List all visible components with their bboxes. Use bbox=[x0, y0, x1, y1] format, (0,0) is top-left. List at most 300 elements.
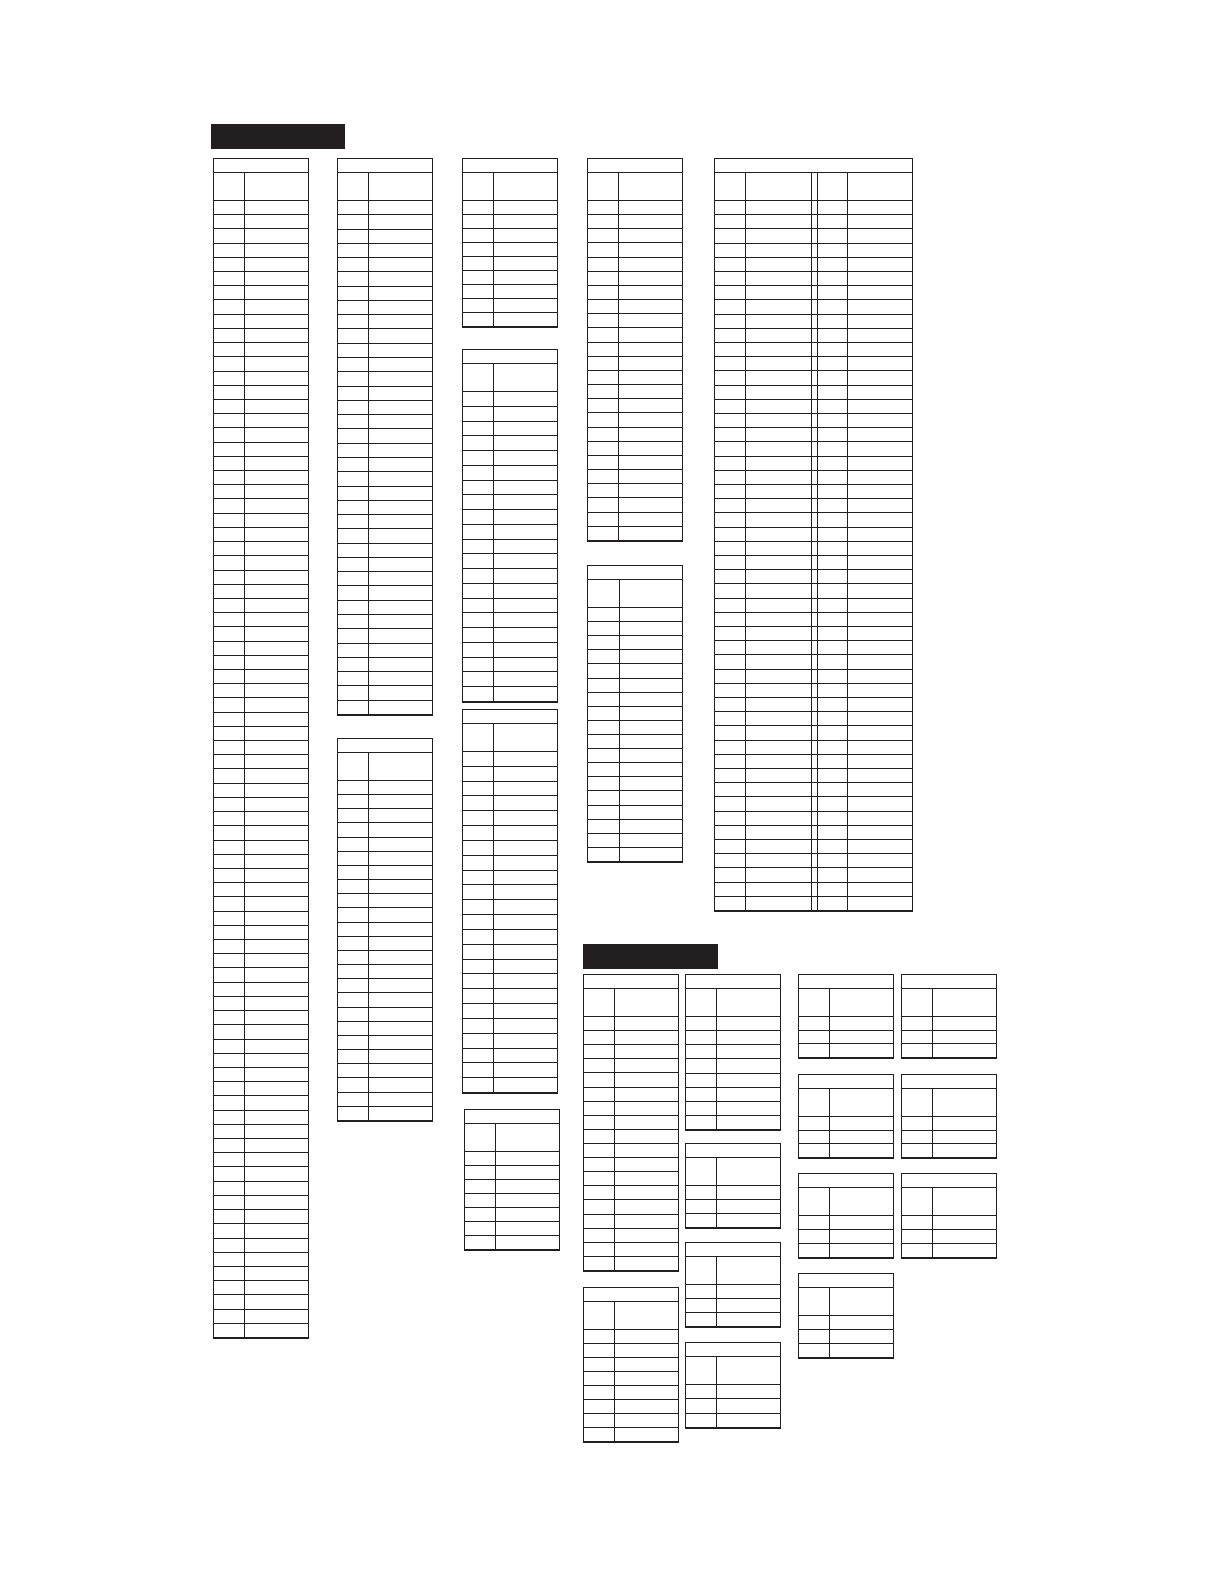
table-row bbox=[214, 571, 308, 585]
table-row bbox=[338, 838, 432, 852]
data-table bbox=[685, 1143, 781, 1229]
table-row bbox=[902, 1216, 996, 1230]
table-row bbox=[584, 1400, 678, 1414]
table-header-row bbox=[902, 1188, 996, 1216]
table-row bbox=[463, 687, 557, 702]
data-table bbox=[685, 1342, 781, 1429]
table-row bbox=[799, 1017, 893, 1031]
table-row bbox=[338, 415, 432, 429]
table-row bbox=[584, 1130, 678, 1144]
table-column-divider bbox=[493, 724, 494, 1093]
table-column-divider bbox=[618, 173, 619, 541]
table-row bbox=[338, 1008, 432, 1022]
table-header-row bbox=[214, 173, 308, 201]
table-column-divider bbox=[495, 1124, 496, 1250]
table-row bbox=[463, 915, 557, 930]
table-row bbox=[588, 329, 682, 343]
table-column-divider bbox=[493, 364, 494, 702]
table-row bbox=[214, 585, 308, 599]
table-row bbox=[465, 1236, 559, 1250]
data-table bbox=[337, 158, 433, 716]
table-row bbox=[799, 1330, 893, 1344]
table-row bbox=[214, 229, 308, 243]
table-row bbox=[214, 755, 308, 769]
table-row bbox=[338, 372, 432, 386]
table-row bbox=[338, 644, 432, 658]
table-row bbox=[584, 1344, 678, 1358]
table-row bbox=[463, 466, 557, 481]
table-row bbox=[214, 485, 308, 499]
table-row bbox=[902, 1044, 996, 1058]
table-row bbox=[338, 544, 432, 558]
table-row bbox=[338, 994, 432, 1008]
table-row bbox=[588, 820, 682, 834]
table-row bbox=[588, 414, 682, 428]
table-row bbox=[686, 1285, 780, 1299]
table-row bbox=[214, 315, 308, 329]
table-row bbox=[463, 826, 557, 841]
table-row bbox=[463, 257, 557, 271]
table-row bbox=[463, 554, 557, 569]
table-row bbox=[338, 1093, 432, 1107]
table-row bbox=[214, 1096, 308, 1110]
table-row bbox=[214, 1068, 308, 1082]
table-row bbox=[584, 1215, 678, 1229]
table-column-divider bbox=[716, 1357, 717, 1428]
table-row bbox=[214, 1111, 308, 1125]
table-row bbox=[214, 1167, 308, 1181]
table-row bbox=[799, 1216, 893, 1230]
table-row bbox=[338, 1050, 432, 1064]
table-row bbox=[338, 824, 432, 838]
table-row bbox=[214, 826, 308, 840]
data-table bbox=[901, 1173, 997, 1259]
table-row bbox=[214, 414, 308, 428]
table-title-row bbox=[799, 1174, 893, 1188]
table-row bbox=[584, 1059, 678, 1073]
data-table bbox=[798, 1074, 894, 1159]
table-header-row bbox=[799, 1288, 893, 1316]
table-row bbox=[902, 1230, 996, 1244]
table-row bbox=[338, 1022, 432, 1036]
table-row bbox=[214, 1253, 308, 1267]
table-row bbox=[584, 1257, 678, 1271]
table-row bbox=[902, 1117, 996, 1131]
section-header-bar-2 bbox=[583, 944, 718, 969]
table-row bbox=[588, 735, 682, 749]
table-row bbox=[214, 698, 308, 712]
table-row bbox=[214, 457, 308, 471]
table-row bbox=[338, 330, 432, 344]
table-row bbox=[588, 777, 682, 791]
table-row bbox=[338, 472, 432, 486]
table-row bbox=[588, 650, 682, 664]
table-header-row bbox=[686, 1158, 780, 1186]
table-row bbox=[214, 926, 308, 940]
table-row bbox=[463, 229, 557, 243]
table-row bbox=[686, 1186, 780, 1200]
table-row bbox=[588, 442, 682, 456]
table-row bbox=[588, 527, 682, 541]
table-row bbox=[463, 782, 557, 797]
table-row bbox=[214, 272, 308, 286]
table-row bbox=[338, 515, 432, 529]
table-row bbox=[338, 487, 432, 501]
table-row bbox=[214, 329, 308, 343]
table-row bbox=[214, 670, 308, 684]
table-title-row bbox=[902, 1075, 996, 1089]
table-title-row bbox=[214, 159, 308, 173]
table-row bbox=[463, 871, 557, 886]
table-row bbox=[214, 1281, 308, 1295]
table-row bbox=[214, 1267, 308, 1281]
data-table bbox=[901, 974, 997, 1059]
table-row bbox=[799, 1131, 893, 1145]
table-row bbox=[214, 812, 308, 826]
table-row bbox=[902, 1131, 996, 1145]
table-title-row bbox=[588, 566, 682, 580]
table-row bbox=[465, 1152, 559, 1166]
table-row bbox=[214, 1210, 308, 1224]
table-row bbox=[463, 945, 557, 960]
table-row bbox=[584, 1200, 678, 1214]
table-row bbox=[686, 1313, 780, 1327]
table-column-divider bbox=[829, 1089, 830, 1158]
table-row bbox=[584, 1414, 678, 1428]
table-title-row bbox=[584, 975, 678, 989]
table-row bbox=[214, 1025, 308, 1039]
table-row bbox=[588, 244, 682, 258]
table-row bbox=[463, 285, 557, 299]
table-row bbox=[338, 287, 432, 301]
table-row bbox=[214, 613, 308, 627]
table-title-row bbox=[799, 975, 893, 989]
table-row bbox=[214, 883, 308, 897]
table-row bbox=[588, 834, 682, 848]
table-row bbox=[686, 1088, 780, 1102]
table-column-divider bbox=[619, 580, 620, 862]
data-table bbox=[685, 974, 781, 1131]
table-row bbox=[463, 1034, 557, 1049]
table-title-row bbox=[463, 159, 557, 173]
table-header-row bbox=[338, 753, 432, 781]
table-row bbox=[338, 629, 432, 643]
section-header-bar-1 bbox=[211, 124, 345, 149]
table-header-row bbox=[902, 1089, 996, 1117]
table-row bbox=[588, 622, 682, 636]
table-row bbox=[338, 358, 432, 372]
table-group-divider bbox=[817, 173, 818, 911]
data-table bbox=[587, 565, 683, 863]
table-row bbox=[584, 1031, 678, 1045]
table-row bbox=[214, 869, 308, 883]
table-row bbox=[214, 656, 308, 670]
table-row bbox=[338, 672, 432, 686]
table-row bbox=[463, 1063, 557, 1078]
table-row bbox=[463, 407, 557, 422]
data-table bbox=[798, 974, 894, 1059]
table-row bbox=[214, 428, 308, 442]
table-row bbox=[338, 344, 432, 358]
table-row bbox=[338, 272, 432, 286]
table-row bbox=[799, 1316, 893, 1330]
table-row bbox=[214, 770, 308, 784]
table-row bbox=[584, 1073, 678, 1087]
data-table bbox=[462, 709, 558, 1094]
table-row bbox=[214, 1196, 308, 1210]
table-row bbox=[338, 315, 432, 329]
table-column-divider bbox=[493, 173, 494, 327]
table-row bbox=[902, 1031, 996, 1045]
table-header-row bbox=[584, 989, 678, 1017]
table-row bbox=[588, 371, 682, 385]
table-row bbox=[686, 1200, 780, 1214]
table-row bbox=[463, 767, 557, 782]
table-row bbox=[214, 343, 308, 357]
table-row bbox=[463, 540, 557, 555]
table-row bbox=[338, 501, 432, 515]
table-row bbox=[338, 951, 432, 965]
table-row bbox=[686, 1214, 780, 1228]
table-row bbox=[214, 954, 308, 968]
table-row bbox=[338, 244, 432, 258]
table-column-divider bbox=[244, 173, 245, 1338]
table-row bbox=[463, 201, 557, 215]
table-row bbox=[799, 1344, 893, 1358]
table-row bbox=[463, 885, 557, 900]
table-row bbox=[584, 1229, 678, 1243]
table-row bbox=[338, 1036, 432, 1050]
table-row bbox=[338, 572, 432, 586]
table-row bbox=[584, 1243, 678, 1257]
table-row bbox=[588, 636, 682, 650]
table-row bbox=[214, 286, 308, 300]
table-row bbox=[214, 1324, 308, 1338]
table-row bbox=[588, 314, 682, 328]
table-row bbox=[214, 684, 308, 698]
table-row bbox=[214, 443, 308, 457]
table-row bbox=[588, 272, 682, 286]
table-row bbox=[686, 1102, 780, 1116]
table-header-row bbox=[902, 989, 996, 1017]
table-row bbox=[588, 385, 682, 399]
table-row bbox=[588, 749, 682, 763]
table-header-row bbox=[463, 364, 557, 392]
table-row bbox=[214, 1040, 308, 1054]
table-row bbox=[214, 1310, 308, 1324]
table-row bbox=[588, 693, 682, 707]
table-row bbox=[338, 658, 432, 672]
table-row bbox=[463, 1019, 557, 1034]
table-row bbox=[588, 428, 682, 442]
table-row bbox=[584, 1144, 678, 1158]
table-row bbox=[338, 852, 432, 866]
table-row bbox=[799, 1144, 893, 1158]
table-row bbox=[214, 372, 308, 386]
table-title-row bbox=[465, 1110, 559, 1124]
table-row bbox=[463, 1004, 557, 1019]
table-header-row bbox=[686, 1257, 780, 1285]
table-row bbox=[902, 1017, 996, 1031]
table-row bbox=[686, 1414, 780, 1428]
data-table bbox=[213, 158, 309, 1339]
table-row bbox=[214, 741, 308, 755]
table-row bbox=[463, 215, 557, 229]
table-row bbox=[463, 299, 557, 313]
table-row bbox=[338, 444, 432, 458]
table-row bbox=[588, 664, 682, 678]
table-row bbox=[463, 658, 557, 673]
table-row bbox=[214, 727, 308, 741]
table-row bbox=[465, 1208, 559, 1222]
table-row bbox=[463, 436, 557, 451]
table-row bbox=[338, 909, 432, 923]
data-table bbox=[901, 1074, 997, 1159]
table-row bbox=[214, 1082, 308, 1096]
data-table bbox=[462, 349, 558, 703]
table-row bbox=[465, 1222, 559, 1236]
table-row bbox=[338, 429, 432, 443]
table-row bbox=[588, 721, 682, 735]
table-row bbox=[463, 451, 557, 466]
table-row bbox=[686, 1399, 780, 1413]
table-row bbox=[214, 471, 308, 485]
data-table bbox=[583, 974, 679, 1272]
table-column-divider bbox=[716, 989, 717, 1130]
table-row bbox=[214, 713, 308, 727]
table-row bbox=[686, 1017, 780, 1031]
table-row bbox=[338, 965, 432, 979]
table-row bbox=[338, 795, 432, 809]
table-row bbox=[338, 558, 432, 572]
table-row bbox=[686, 1031, 780, 1045]
table-row bbox=[465, 1194, 559, 1208]
table-row bbox=[463, 495, 557, 510]
table-row bbox=[338, 601, 432, 615]
table-row bbox=[463, 672, 557, 687]
table-title-row bbox=[686, 1343, 780, 1357]
table-row bbox=[338, 781, 432, 795]
table-row bbox=[214, 997, 308, 1011]
table-row bbox=[338, 979, 432, 993]
table-row bbox=[214, 258, 308, 272]
table-row bbox=[338, 1079, 432, 1093]
data-table bbox=[464, 1109, 560, 1251]
table-row bbox=[588, 791, 682, 805]
table-row bbox=[465, 1180, 559, 1194]
table-row bbox=[338, 230, 432, 244]
table-row bbox=[338, 387, 432, 401]
table-row bbox=[463, 481, 557, 496]
table-row bbox=[463, 313, 557, 327]
table-row bbox=[214, 599, 308, 613]
table-row bbox=[463, 930, 557, 945]
table-row bbox=[584, 1428, 678, 1442]
table-column-divider bbox=[932, 1089, 933, 1158]
table-row bbox=[463, 422, 557, 437]
table-row bbox=[214, 244, 308, 258]
data-table bbox=[714, 158, 913, 912]
table-row bbox=[214, 1295, 308, 1309]
table-title-row bbox=[338, 739, 432, 753]
table-row bbox=[588, 513, 682, 527]
table-row bbox=[214, 1139, 308, 1153]
table-row bbox=[338, 587, 432, 601]
table-row bbox=[799, 1031, 893, 1045]
table-row bbox=[584, 1186, 678, 1200]
table-column-divider bbox=[829, 1288, 830, 1358]
table-row bbox=[463, 974, 557, 989]
table-row bbox=[588, 215, 682, 229]
table-row bbox=[902, 1144, 996, 1158]
table-row bbox=[214, 499, 308, 513]
table-row bbox=[584, 1102, 678, 1116]
table-column-divider bbox=[847, 173, 848, 911]
table-row bbox=[214, 1011, 308, 1025]
table-row bbox=[463, 569, 557, 584]
table-row bbox=[463, 900, 557, 915]
table-row bbox=[686, 1385, 780, 1399]
table-header-row bbox=[686, 989, 780, 1017]
table-column-divider bbox=[745, 173, 746, 911]
table-header-row bbox=[799, 1089, 893, 1117]
data-table bbox=[583, 1287, 679, 1443]
table-row bbox=[463, 243, 557, 257]
table-row bbox=[588, 470, 682, 484]
table-row bbox=[338, 401, 432, 415]
table-title-row bbox=[463, 350, 557, 364]
table-row bbox=[588, 399, 682, 413]
table-row bbox=[214, 968, 308, 982]
table-column-divider bbox=[614, 1302, 615, 1442]
table-column-divider bbox=[614, 989, 615, 1271]
table-row bbox=[584, 1017, 678, 1031]
table-title-row bbox=[588, 159, 682, 173]
table-title-row bbox=[463, 710, 557, 724]
table-title-row bbox=[338, 159, 432, 173]
table-row bbox=[214, 642, 308, 656]
table-title-row bbox=[902, 975, 996, 989]
table-row bbox=[214, 556, 308, 570]
table-row bbox=[686, 1059, 780, 1073]
table-header-row bbox=[588, 173, 682, 201]
table-row bbox=[463, 271, 557, 285]
table-column-divider bbox=[932, 1188, 933, 1258]
table-row bbox=[799, 1044, 893, 1058]
table-row bbox=[214, 528, 308, 542]
table-row bbox=[338, 258, 432, 272]
table-row bbox=[338, 1107, 432, 1121]
table-row bbox=[338, 201, 432, 215]
table-row bbox=[338, 866, 432, 880]
table-row bbox=[214, 627, 308, 641]
table-row bbox=[214, 841, 308, 855]
table-row bbox=[799, 1117, 893, 1131]
table-column-divider bbox=[368, 173, 369, 715]
data-table bbox=[798, 1173, 894, 1259]
table-header-row bbox=[799, 1188, 893, 1216]
data-table bbox=[462, 158, 558, 328]
table-row bbox=[588, 848, 682, 862]
table-row bbox=[214, 386, 308, 400]
table-row bbox=[588, 707, 682, 721]
table-row bbox=[588, 300, 682, 314]
table-row bbox=[214, 201, 308, 215]
table-row bbox=[463, 796, 557, 811]
table-row bbox=[463, 960, 557, 975]
table-title-row bbox=[584, 1288, 678, 1302]
table-row bbox=[463, 525, 557, 540]
